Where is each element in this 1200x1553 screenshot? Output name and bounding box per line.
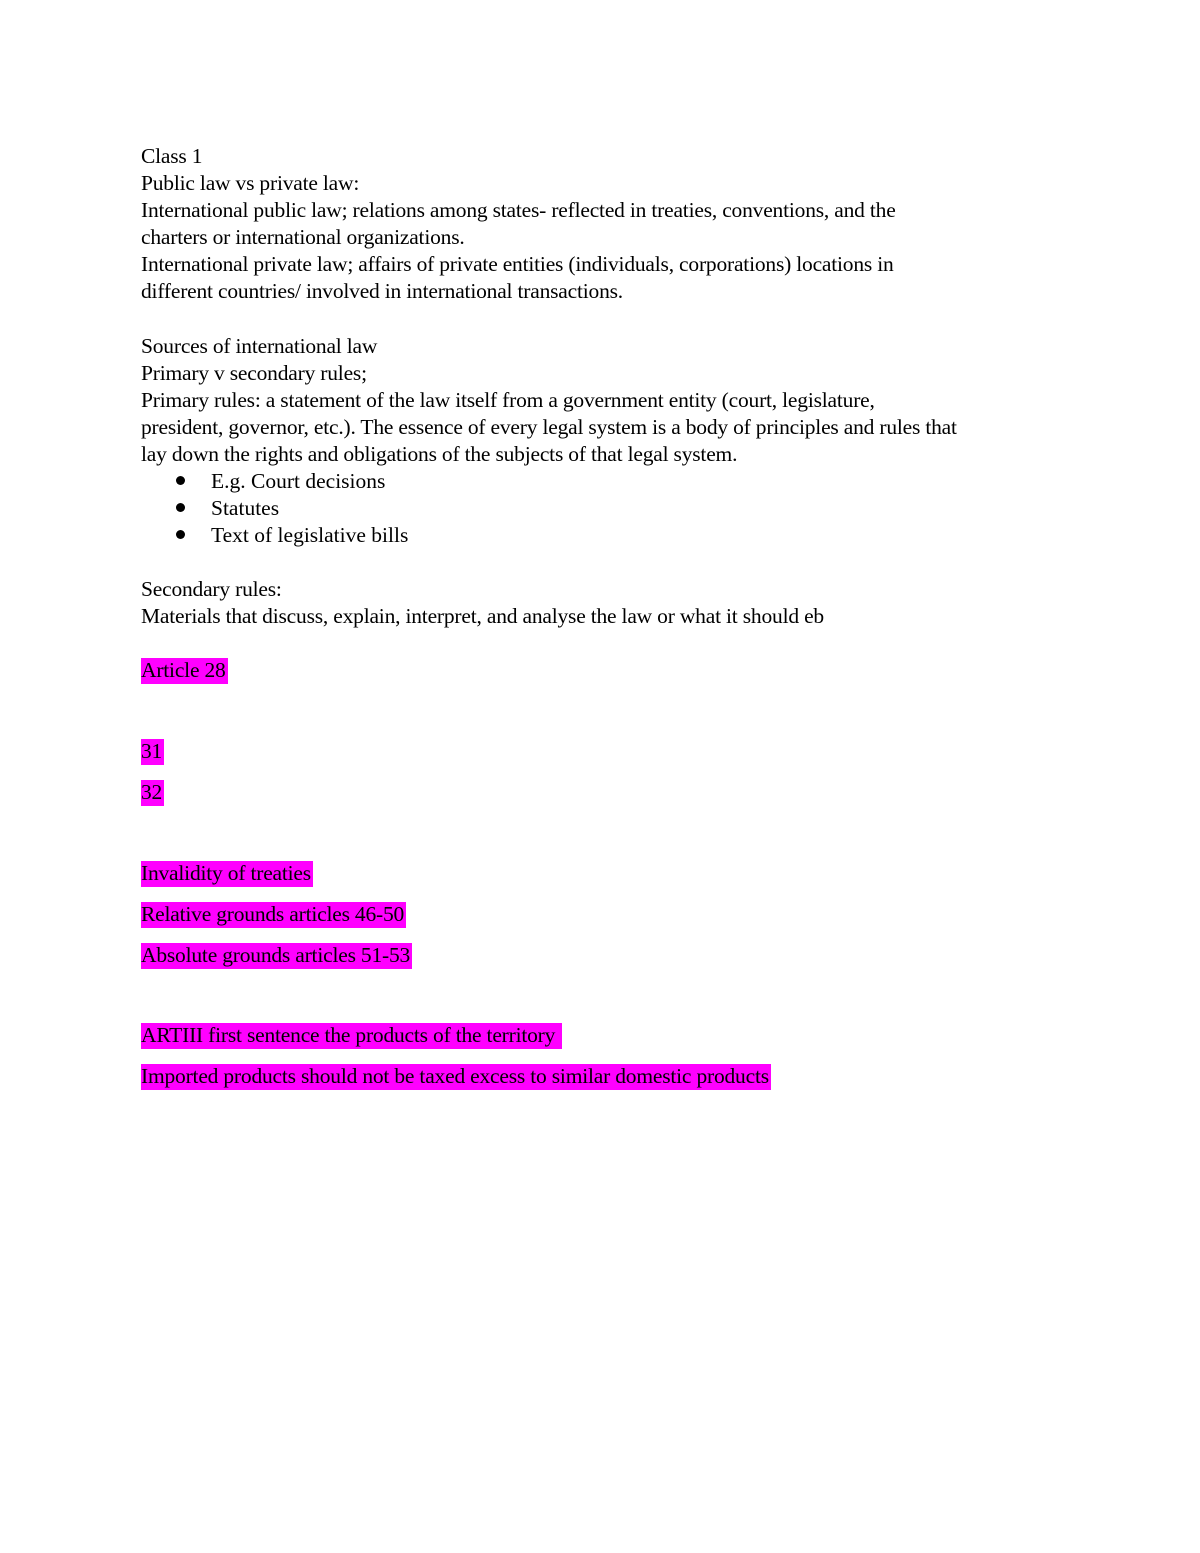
intl-private-law-line-2: different countries/ involved in international transactions. (141, 279, 623, 303)
bullet-icon (176, 476, 185, 485)
highlight-absolute-grounds: Absolute grounds articles 51-53 (141, 943, 411, 967)
intl-public-law-line-2: charters or international organizations. (141, 225, 465, 249)
class-title: Class 1 (141, 144, 203, 168)
highlight-article-28: Article 28 (141, 658, 226, 682)
highlight-relative-grounds: Relative grounds articles 46-50 (141, 902, 405, 926)
primary-rules-line-2: president, governor, etc.). The essence of every legal system is a body of principles and rules that (141, 415, 957, 439)
highlight-imported-products: Imported products should not be taxed excess to similar domestic products (141, 1064, 769, 1088)
primary-rules-line-1: Primary rules: a statement of the law itself from a government entity (court, legislature, (141, 388, 875, 412)
list-item: E.g. Court decisions (211, 469, 386, 493)
intl-public-law-line-1: International public law; relations among states- reflected in treaties, conventions, and the (141, 198, 896, 222)
secondary-heading: Secondary rules: (141, 577, 282, 601)
highlight-invalidity-of-treaties: Invalidity of treaties (141, 861, 311, 885)
highlight-31: 31 (141, 739, 163, 763)
bullet-icon (176, 530, 185, 539)
primary-v-secondary: Primary v secondary rules; (141, 361, 367, 385)
list-item: Statutes (211, 496, 280, 520)
highlight-art-iii: ARTIII first sentence the products of the territory (141, 1023, 561, 1047)
highlight-32: 32 (141, 780, 163, 804)
public-private-heading: Public law vs private law: (141, 171, 360, 195)
secondary-text: Materials that discuss, explain, interpret, and analyse the law or what it should eb (141, 604, 824, 628)
list-item: Text of legislative bills (211, 523, 409, 547)
bullet-icon (176, 503, 185, 512)
primary-rules-line-3: lay down the rights and obligations of the subjects of that legal system. (141, 442, 738, 466)
sources-heading: Sources of international law (141, 334, 378, 358)
intl-private-law-line-1: International private law; affairs of private entities (individuals, corporations) locations in (141, 252, 894, 276)
